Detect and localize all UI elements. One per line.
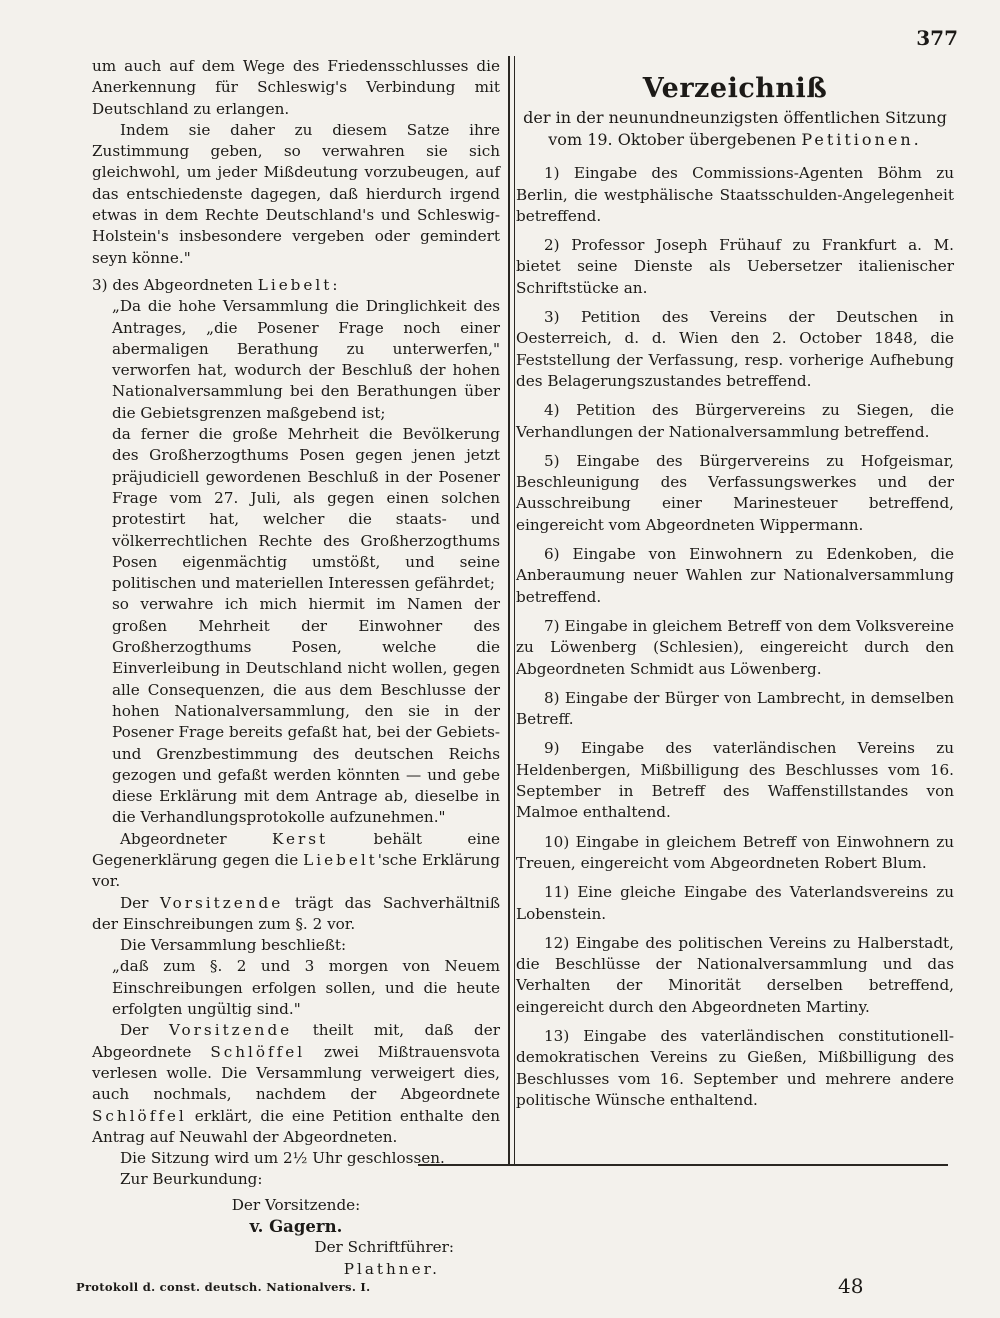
- item-3-title-pre: 3) des Abgeordneten: [92, 275, 253, 294]
- text-run: behält eine Gegenerklärung gegen die: [92, 829, 500, 869]
- petition-item: 6) Eingabe von Einwohnern zu Edenkoben, die Anberaumung neuer Wahlen zur Nationalversammlung betreffend.: [516, 545, 954, 606]
- petition-item: 9) Eingabe des vaterländischen Vereins zu Heldenbergen, Mißbilligung des Beschlusses vom 16. September in Betreff des Waffenstillstandes von Malmoe enthaltend.: [516, 739, 954, 822]
- petition-item: 13) Eingabe des vaterländischen constitutionell-demokratischen Vereins zu Gießen, Mißbilligung des Beschlusses vom 16. September und mehrere andere politische Wünsche enthaltend.: [516, 1026, 954, 1109]
- right-column: [516, 73, 954, 1119]
- petition-item: 12) Eingabe des politischen Vereins zu Halberstadt, die Beschlüsse der Nationalversammlung und das Verhalten der Minorität derselben betreffend, eingereicht durch den Abgeordneten Martiny.: [516, 933, 954, 1016]
- petition-item: 1) Eingabe des Commissions-Agenten Böhm zu Berlin, die westphälische Staatsschulden-Angelegenheit betreffend.: [516, 164, 954, 225]
- column-divider-thin: [514, 56, 515, 1166]
- text-run: 'sche Erklärung vor.: [92, 850, 500, 891]
- subheading-line-2: [516, 129, 954, 151]
- text-run: erklärt, die eine Petition enthalte den Antrag auf Neuwahl der Abgeordneten.: [92, 1106, 500, 1146]
- item-3-title-name: Liebelt:: [257, 275, 341, 294]
- footer-sheet-number: 48: [838, 1274, 864, 1298]
- text-run: zwei Mißtrauensvota verlesen wolle. Die Versammlung verweigert dies, auch nochmals, nachdem der Abgeordnete: [92, 1042, 501, 1104]
- quote-paragraph: „Da die hohe Versammlung die Dringlichkeit des Antrages, „die Posener Frage noch einer abermaligen Berathung zu unterwerfen," verworfen hat, wodurch der Beschluß der hohen Nationalversammlung bei den Berathungen über die Gebietsgrenzen maßgebend ist;: [112, 297, 500, 422]
- left-column: [92, 56, 500, 1280]
- paragraph-declaration: Indem sie daher zu diesem Satze ihre Zustimmung geben, so verwahren sie sich gleichwohl, um jeder Mißdeutung vorzubeugen, auf das entschiedenste dagegen, daß hierdurch irgend etwas in dem Rechte Deutschland's und Schleswig-Holstein's insbesondere vergeben oder gemindert seyn könne.": [92, 120, 500, 267]
- name-kerst: Kerst: [272, 829, 329, 848]
- subheading: [516, 107, 954, 151]
- text-run: Der: [120, 893, 149, 912]
- column-divider: [508, 56, 510, 1166]
- petition-item: 5) Eingabe des Bürgervereins zu Hofgeismar, Beschleunigung des Verfassungswerkes und der Ausschreibung einer Marinesteuer betreffend, eingereicht vom Abgeordneten Wippermann.: [516, 451, 954, 534]
- paragraph-continuation: um auch auf dem Wege des Friedensschlusses die Anerkennung für Schleswig's Verbindung mit Deutschland zu erlangen.: [92, 57, 500, 118]
- signature-gagern: v. Gagern.: [249, 1217, 343, 1237]
- paragraph-vorsitzende: [92, 893, 500, 936]
- name-vorsitzende: Vorsitzende: [160, 893, 284, 912]
- page-number: 377: [916, 26, 958, 50]
- petition-item: 11) Eine gleiche Eingabe des Vaterlandsvereins zu Lobenstein.: [516, 883, 954, 923]
- petition-item: 2) Professor Joseph Frühauf zu Frankfurt a. M. bietet seine Dienste als Uebersetzer italienischer Schriftstücke an.: [516, 236, 954, 297]
- signature-plathner: Plathner.: [343, 1259, 440, 1278]
- text-run: theilt mit, daß der Abgeordnete: [92, 1021, 500, 1061]
- text-run: vom 19. Oktober übergebenen: [548, 130, 797, 150]
- quote-paragraph: „daß zum §. 2 und 3 morgen von Neuem Einschreibungen erfolgen sollen, und die heute erfolgten ungültig sind.": [112, 957, 500, 1019]
- petition-item: 7) Eingabe in gleichem Betreff von dem Volksvereine zu Löwenberg (Schlesien), eingereicht durch den Abgeordneten Schmidt aus Löwenberg.: [516, 616, 954, 678]
- quote-paragraph: da ferner die große Mehrheit die Bevölkerung des Großherzogthums Posen gegen jenen jetzt präjudiciell gewordenen Beschluß in der Posener Frage vom 27. Juli, als gegen einen solchen protestirt hat, welcher die staats- und völkerrechtlichen Rechte des Großherzogthums Posen eigenmächtig umstößt, und seine politischen und materiellen Interessen gefährdet;: [112, 425, 500, 593]
- heading-verzeichniss: Verzeichniß: [642, 73, 828, 104]
- footer-rule: [418, 1164, 948, 1166]
- signature-label-schriftfuehrer: Der Schriftführer:: [314, 1238, 454, 1257]
- paragraph-closing: Die Sitzung wird um 2½ Uhr geschlossen.: [120, 1149, 445, 1168]
- name-vorsitzende: Vorsitzende: [168, 1021, 293, 1040]
- paragraph-theilt: [92, 1020, 500, 1148]
- quote-paragraph: so verwahre ich mich hiermit im Namen der großen Mehrheit der Einwohner des Großherzogthums Posen, welche die Einverleibung in Deutschland nicht wollen, gegen alle Consequenzen, die aus dem Beschlusse der hohen Nationalversammlung, den sie in der Posener Frage bereits gefaßt hat, bei der Gebiets- und Grenzbestimmung des deutschen Reichs gezogen und gefaßt werden könnten — und gebe diese Erklärung mit dem Antrage ab, dieselbe in die Verhandlungsprotokolle aufzunehmen.": [112, 595, 500, 827]
- text-run: trägt das Sachverhältniß der Einschreibungen zum §. 2 vor.: [92, 893, 500, 933]
- name-schloeffel: Schlöffel: [210, 1042, 306, 1061]
- petition-item: 3) Petition des Vereins der Deutschen in Oesterreich, d. d. Wien den 2. October 1848, die Feststellung der Verfassung, resp. vorherige Aufhebung des Belagerungszustandes betreffend.: [516, 308, 954, 390]
- item-3-title: [92, 275, 500, 296]
- subheading-petitionen: Petitionen.: [801, 130, 922, 150]
- petition-item: 4) Petition des Bürgervereins zu Siegen, die Verhandlungen der Nationalversammlung betreffend.: [516, 401, 954, 441]
- name-liebelt: Liebelt: [303, 850, 378, 869]
- signature-label-vorsitzende: Der Vorsitzende:: [231, 1195, 361, 1214]
- petition-item: 10) Eingabe in gleichem Betreff von Einwohnern zu Treuen, eingereicht vom Abgeordneten Robert Blum.: [516, 832, 954, 872]
- subheading-line-1: der in der neunundneunzigsten öffentlichen Sitzung: [523, 108, 947, 128]
- name-schloeffel: Schlöffel: [92, 1106, 187, 1125]
- petition-item: 8) Eingabe der Bürger von Lambrecht, in demselben Betreff.: [516, 688, 954, 729]
- paragraph-beschliesst: Die Versammlung beschließt:: [120, 936, 347, 955]
- paragraph-beurkundung: Zur Beurkundung:: [120, 1170, 263, 1189]
- paragraph-kerst: [92, 829, 500, 893]
- text-run: Der: [120, 1021, 149, 1040]
- text-run: Abgeordneter: [120, 829, 227, 848]
- footer-publication: Protokoll d. const. deutsch. Nationalvers. I.: [76, 1280, 371, 1294]
